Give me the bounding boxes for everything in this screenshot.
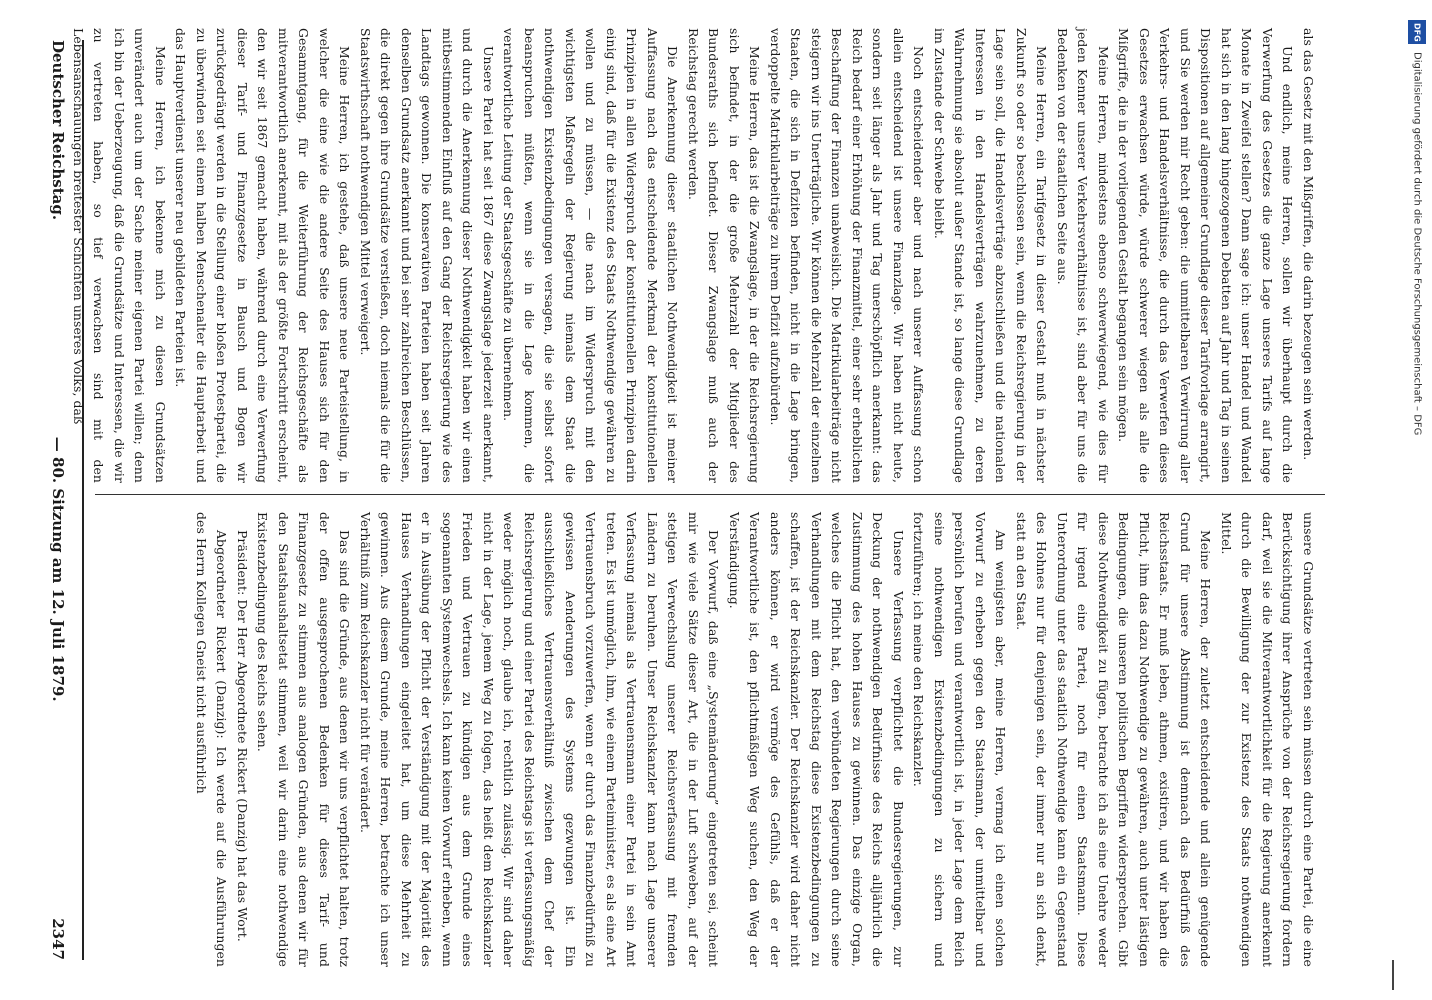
header-publication: Deutscher Reichstag.	[49, 40, 67, 221]
paragraph: Die Anerkennung dieser staatlichen Nothwendigkeit ist meiner Auffassung nach das entscheidende Merkmal der konstitutionellen Prinzipien in allen Widerspruch der konstitutionellen Prinzipien darin einig sind, daß für die Existenz des Staats Nothwendige gewähren zu wollen und zu müssen, — die nach im Widerspruch mit den wichtigsten Maßregeln der Regierung niemals dem Staat die nothwendigen Existenzbedingungen versagen, die sie selbst sofort beanspruchen müßten, wenn sie in die Lage kommen, die verantwortliche Leitung der Staatsgeschäfte zu übernehmen.	[501, 28, 681, 483]
dfg-credit-text: Digitalisierung gefördert durch die Deutsche Forschungsgemeinschaft – DFG	[1411, 52, 1423, 436]
paragraph: Meine Herren, ich bekenne mich zu diesen Grundsätzen unverändert auch um der Sache meiner eigenen Partei willen; denn ich bin der Ueberzeugung, daß die Grundsätze und Interessen, die wir zu vertreten haben, so tief verwachsen sind mit den Lebensanschauungen breitester Schichten unseres Volks, daß	[71, 28, 168, 483]
paragraph: Noch entscheidender aber und nach unserer Auffassung schon allein entscheidend ist unsere Finanzlage. Wir haben nicht heute, sondern seit länger als Jahr und Tag unerschöpflich anerkannt: das Reich bedarf einer Erhöhung der Finanzmittel, einer sehr erheblichen Beschaffung der Finanzen unabweislich. Die Matrikularbeiträge nicht steigern wir ins Unerträgliche. Wir können die Mehrzahl der einzelnen Staaten, die sich in Defiziten befinden, nicht in die Lage bringen, verdoppelte Matrikularbeiträge zu ihrem Defizit aufzubürden.	[768, 28, 927, 483]
paragraph: Das sind die Gründe, aus denen wir uns verpflichtet halten, trotz der offen ausgesprochenen Bedenken für dieses Tarif- und Finanzgesetz zu stimmen aus analogen Gründen, aus denen wir für den Staatshaushaltsetat stimmen, weil wir darin eine nothwendige Existenzbedingung des Reichs sehen.	[255, 512, 353, 967]
page-number: 2347	[49, 918, 67, 960]
paragraph: Unsere Verfassung verpflichtet die Bundesregierungen, zur Deckung der nothwendigen Bedürfnisse des Reichs alljährlich die Zustimmung des hohen Hauses zu gewinnen. Das einzige Organ, welches die Pflicht hat, den verbündeten Regierungen durch seine Verhandlungen mit dem Reichstag diese Existenzbedingungen zu schaffen, ist der Reichskanzler. Der Reichskanzler wird daher nicht anders können, er wird vermöge des Gefühls, daß er der Verantwortliche ist, den pflichtmäßigen Weg suchen, den Weg der Verständigung.	[727, 512, 906, 967]
dfg-side-label	[1406, 20, 1428, 980]
right-column	[191, 512, 1319, 967]
scan-edge-mark	[1392, 960, 1402, 990]
column-divider	[95, 494, 1325, 495]
paragraph: Meine Herren, ein Tarifgesetz in dieser Gestalt muß in nächster Zukunft so oder so beschlossen sein, wenn die Reichsregierung in der Lage sein soll, die Handelsverträge abzuschließen und die nationalen Interessen in den Handelsverträgen wahrzunehmen, zu deren Wahrnehmung sie absolut außer Stande ist, so lange diese Grundlage im Zustande der Schwebe bleibt.	[932, 28, 1050, 483]
paragraph: Der Vorwurf, daß eine „Systemänderung” eingetreten sei, scheint mir wie viele Sätze dieser Art, die in der Luft schweben, auf der stetigen Verwechslung unserer Reichsverfassung mit fremden Ländern zu beruhen. Unser Reichskanzler kann nach Lage unserer Verfassung niemals als Vertrauensmann einer Partei in sein Amt treten. Es ist unmöglich, ihm, wie einem Parteiminister, es als eine Art Vertrauensbruch vorzuwerfen, wenn er durch das Finanzbedürfniß zu gewissen Aenderungen des Systems gezwungen ist. Ein ausschließliches Vertrauensverhältniß zwischen dem Chef der Reichsregierung und einer Partei des Reichstags ist verfassungsmäßig weder möglich noch, glaube ich, rechtlich zulässig. Wir sind daher nicht in der Lage, jenem Weg zu folgen, das heißt dem Reichskanzler Frieden und Vertrauen zu kündigen aus dem Grunde eines sogenannten Systemwechsels. Ich kann keinen Vorwurf erheben, wenn er in Ausübung der Pflicht der Verständigung mit der Majorität des Hauses Verhandlungen eingeleitet hat, um diese Mehrheit zu gewinnen. Aus diesem Grunde, meine Herren, betrachte ich unser Verhältniß zum Reichskanzler nicht für verändert.	[358, 512, 722, 967]
paragraph: Meine Herren, ich gestehe, daß unsere neue Parteistellung, in welcher die eine wie die andere Seite des Hauses sich für den Gesammtgang, für die Weiterführung der Reichsgeschäfte als mitverantwortlich anerkennt, mit als der größte Fortschritt erscheint, den wir seit 1867 gemacht haben, während durch eine Verwerfung dieser Tarif- und Finanzgesetze in Bausch und Bogen wir zurückgedrängt werden in die Stellung einer bloßen Protestpartei, die zu überwinden seit einem halben Menschenalter die Hauptarbeit und das Hauptverdienst unserer neu gebildeten Parteien ist.	[173, 28, 353, 483]
header-session: — 80. Sitzung am 12. Juli 1879.	[49, 436, 67, 702]
paragraph: Abgeordneter Rickert (Danzig): Ich werde auf die Ausführungen des Herrn Kollegen Gneist nicht ausführlich	[194, 512, 230, 967]
paragraph: Präsident: Der Herr Abgeordnete Rickert (Danzig) hat das Wort.	[235, 530, 250, 942]
paragraph: Meine Herren, der zuletzt entscheidende und allein genügende Grund für unsere Abstimmung ist demnach das Bedürfniß des Reichsstaats. Er muß leben, athmen, existiren, und wir haben die Pflicht, ihm das dazu Nothwendige zu gewähren, auch unter lästigen Bedingungen, die unseren politischen Begriffen widersprechen. Gibt diese Nothwendigkeit zu fügen, betrachte ich als eine Unehre weder für irgend eine Partei, noch für einen Staatsmann. Diese Unterordnung unter das staatlich Nothwendige kann ein Gegenstand des Hohnes nur für denjenigen sein, der immer nur an sich denkt, statt an den Staat.	[1014, 512, 1214, 967]
paragraph: Und endlich, meine Herren, sollen wir überhaupt durch die Verwerfung des Gesetzes die ganze Lage unseres Tarifs auf lange Monate in Zweifel stellen? Dann sage ich: unser Handel und Wandel hat sich in den lang hingezogenen Debatten auf Jahr und Tag in seinen Dispositionen auf allgemeiner Grundlage dieser Tarifvorlage arrangirt, und Sie werden mir Recht geben: die unmittelbaren Verwirrung aller Verkehrs- und Handelsverhältnisse, die durch das Verwerfen dieses Gesetzes erwachsen würde, würde schwerer wiegen als alle die Mißgriffe, die in der vorliegenden Gestalt begangen sein mögen.	[1116, 28, 1296, 483]
paragraph: Unsere Partei hat seit 1867 diese Zwangslage jederzeit anerkannt, und durch die Anerkennung dieser Nothwendigkeit haben wir einen mitbestimmenden Einfluß auf den Gang der Reichsregierung wie des Landtags gewonnen. Die konservativen Parteien haben seit Jahren denselben Grundsatz anerkannt und bei sehr zahlreichen Beschlüssen, die direkt gegen ihre Grundsätze verstießen, doch niemals die für die Staatswirthschaft nothwendigen Mittel verweigert.	[358, 28, 496, 483]
paragraph: unsere Grundsätze vertreten sein müssen durch eine Partei, die eine Berücksichtigung ihrer Ansprüche von der Reichsregierung fordern darf, weil sie die Mitverantwortlichkeit für die Regierung anerkennt durch die Bewilligung der zur Existenz des Staats nothwendigen Mittel.	[1219, 512, 1316, 967]
paragraph: Meine Herren, mindestens ebenso schwerwiegend, wie dies für jeden Kenner unserer Verkehrsverhältnisse ist, sind aber für uns die Bedenken von der staatlichen Seite aus.	[1055, 28, 1111, 483]
left-column	[68, 28, 1319, 483]
paragraph: als das Gesetz mit den Mißgriffen, die darin bezeugen sein werden.	[1301, 28, 1316, 461]
paragraph: Meine Herren, das ist die Zwangslage, in der die Reichsregierung sich befindet, in der die große Mehrzahl der Mitglieder des Bundesraths sich befindet. Dieser Zwangslage muß auch der Reichstag gerecht werden.	[686, 28, 763, 483]
paragraph: Am wenigsten aber, meine Herren, vermag ich einen solchen Vorwurf zu erheben gegen den Staatsmann, der unmittelbar und persönlich berufen und verantwortlich ist, in jeder Lage dem Reich seine nothwendigen Existenzbedingungen zu sichern und fortzuführen; ich meine den Reichskanzler.	[911, 512, 1009, 967]
dfg-logo: DFG	[1408, 20, 1426, 44]
